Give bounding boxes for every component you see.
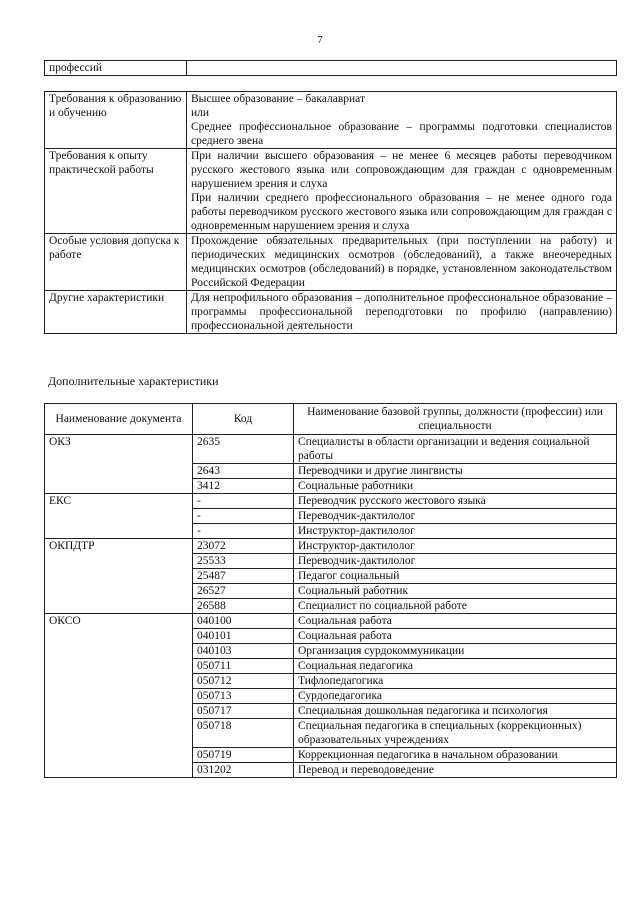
specialty-name-cell: Инструктор-дактилолог	[294, 524, 617, 539]
specialty-name-cell: Тифлопедагогика	[294, 674, 617, 689]
specialty-name-cell: Специалисты в области организации и ведения социальной работы	[294, 435, 617, 464]
code-cell: 050719	[193, 748, 294, 763]
code-cell: 050712	[193, 674, 294, 689]
table-row	[45, 614, 617, 629]
requirement-line: Высшее образование – бакалавриат	[191, 93, 365, 105]
specialty-name-cell: Переводчики и другие лингвисты	[294, 464, 617, 479]
top-table-value	[187, 61, 617, 76]
specialty-name-cell: Переводчик русского жестового языка	[294, 494, 617, 509]
page-number: 7	[317, 34, 323, 46]
table-row	[45, 234, 617, 291]
requirement-line: Для непрофильного образования – дополнительное профессиональное образование – программы профессиональной переподготовки по профилю (направлению) профессиональной деятельности	[191, 292, 612, 332]
column-header-code: Код	[193, 404, 294, 435]
specialty-name-cell: Социальная педагогика	[294, 659, 617, 674]
additional-table	[44, 403, 617, 778]
specialty-name-cell: Инструктор-дактилолог	[294, 539, 617, 554]
requirement-value	[187, 149, 617, 234]
table-row	[45, 149, 617, 234]
code-cell: 040103	[193, 644, 294, 659]
specialty-name-cell: Социальный работник	[294, 584, 617, 599]
document-name-cell: ЕКС	[45, 494, 193, 539]
table-row	[45, 539, 617, 554]
table-row	[45, 61, 617, 76]
specialty-name-cell: Социальная работа	[294, 629, 617, 644]
requirement-line: При наличии высшего образования – не менее 6 месяцев работы переводчиком русского жестового языка или сопровождающим для граждан с одновременным нарушением зрения и слуха	[191, 150, 612, 190]
requirement-label: Требования к опыту практической работы	[45, 149, 187, 234]
code-cell: 25533	[193, 554, 294, 569]
table-row	[45, 291, 617, 334]
column-header-name: Наименование базовой группы, должности (профессии) или специальности	[294, 404, 617, 435]
requirement-label: Особые условия допуска к работе	[45, 234, 187, 291]
code-cell: -	[193, 524, 294, 539]
table-row	[45, 494, 617, 509]
specialty-name-cell: Специалист по социальной работе	[294, 599, 617, 614]
code-cell: 040100	[193, 614, 294, 629]
specialty-name-cell: Специальная педагогика в специальных (коррекционных) образовательных учреждениях	[294, 719, 617, 748]
code-cell: 050717	[193, 704, 294, 719]
top-table-label: профессий	[45, 61, 187, 76]
top-table	[44, 60, 617, 76]
requirement-value	[187, 291, 617, 334]
code-cell: -	[193, 494, 294, 509]
document-name-cell: ОКЗ	[45, 435, 193, 494]
code-cell: 26588	[193, 599, 294, 614]
specialty-name-cell: Переводчик-дактилолог	[294, 509, 617, 524]
code-cell: 26527	[193, 584, 294, 599]
requirement-line: При наличии среднего профессионального образования – не менее одного года работы переводчиком русского жестового языка или сопровождающим для граждан с одновременным нарушением зрения и слуха	[191, 192, 612, 232]
specialty-name-cell: Коррекционная педагогика в начальном образовании	[294, 748, 617, 763]
column-header-document: Наименование документа	[45, 404, 193, 435]
additional-table-body	[45, 435, 617, 778]
code-cell: 031202	[193, 763, 294, 778]
requirement-label: Другие характеристики	[45, 291, 187, 334]
code-cell: 050718	[193, 719, 294, 748]
specialty-name-cell: Переводчик-дактилолог	[294, 554, 617, 569]
specialty-name-cell: Организация сурдокоммуникации	[294, 644, 617, 659]
code-cell: 050713	[193, 689, 294, 704]
section-title: Дополнительные характеристики	[48, 374, 219, 388]
document-name-cell: ОКСО	[45, 614, 193, 778]
requirements-table	[44, 91, 617, 334]
specialty-name-cell: Социальная работа	[294, 614, 617, 629]
document-name-cell: ОКПДТР	[45, 539, 193, 614]
code-cell: 3412	[193, 479, 294, 494]
code-cell: 2643	[193, 464, 294, 479]
requirement-line: или	[191, 107, 210, 119]
code-cell: 25487	[193, 569, 294, 584]
requirement-value	[187, 92, 617, 149]
requirement-line: Среднее профессиональное образование – программы подготовки специалистов среднего звена	[191, 121, 612, 147]
specialty-name-cell: Сурдопедагогика	[294, 689, 617, 704]
requirement-label: Требования к образованию и обучению	[45, 92, 187, 149]
specialty-name-cell: Педагог социальный	[294, 569, 617, 584]
code-cell: 2635	[193, 435, 294, 464]
table-row	[45, 435, 617, 464]
code-cell: 23072	[193, 539, 294, 554]
requirement-value	[187, 234, 617, 291]
table-row	[45, 92, 617, 149]
table-header-row	[45, 404, 617, 435]
specialty-name-cell: Специальная дошкольная педагогика и психология	[294, 704, 617, 719]
requirement-line: Прохождение обязательных предварительных (при поступлении на работу) и периодических медицинских осмотров (обследований), а также внеочередных медицинских осмотров (обследований) в порядке, установленном законодательством Российской Федерации	[191, 235, 612, 289]
code-cell: 050711	[193, 659, 294, 674]
code-cell: 040101	[193, 629, 294, 644]
code-cell: -	[193, 509, 294, 524]
specialty-name-cell: Социальные работники	[294, 479, 617, 494]
specialty-name-cell: Перевод и переводоведение	[294, 763, 617, 778]
